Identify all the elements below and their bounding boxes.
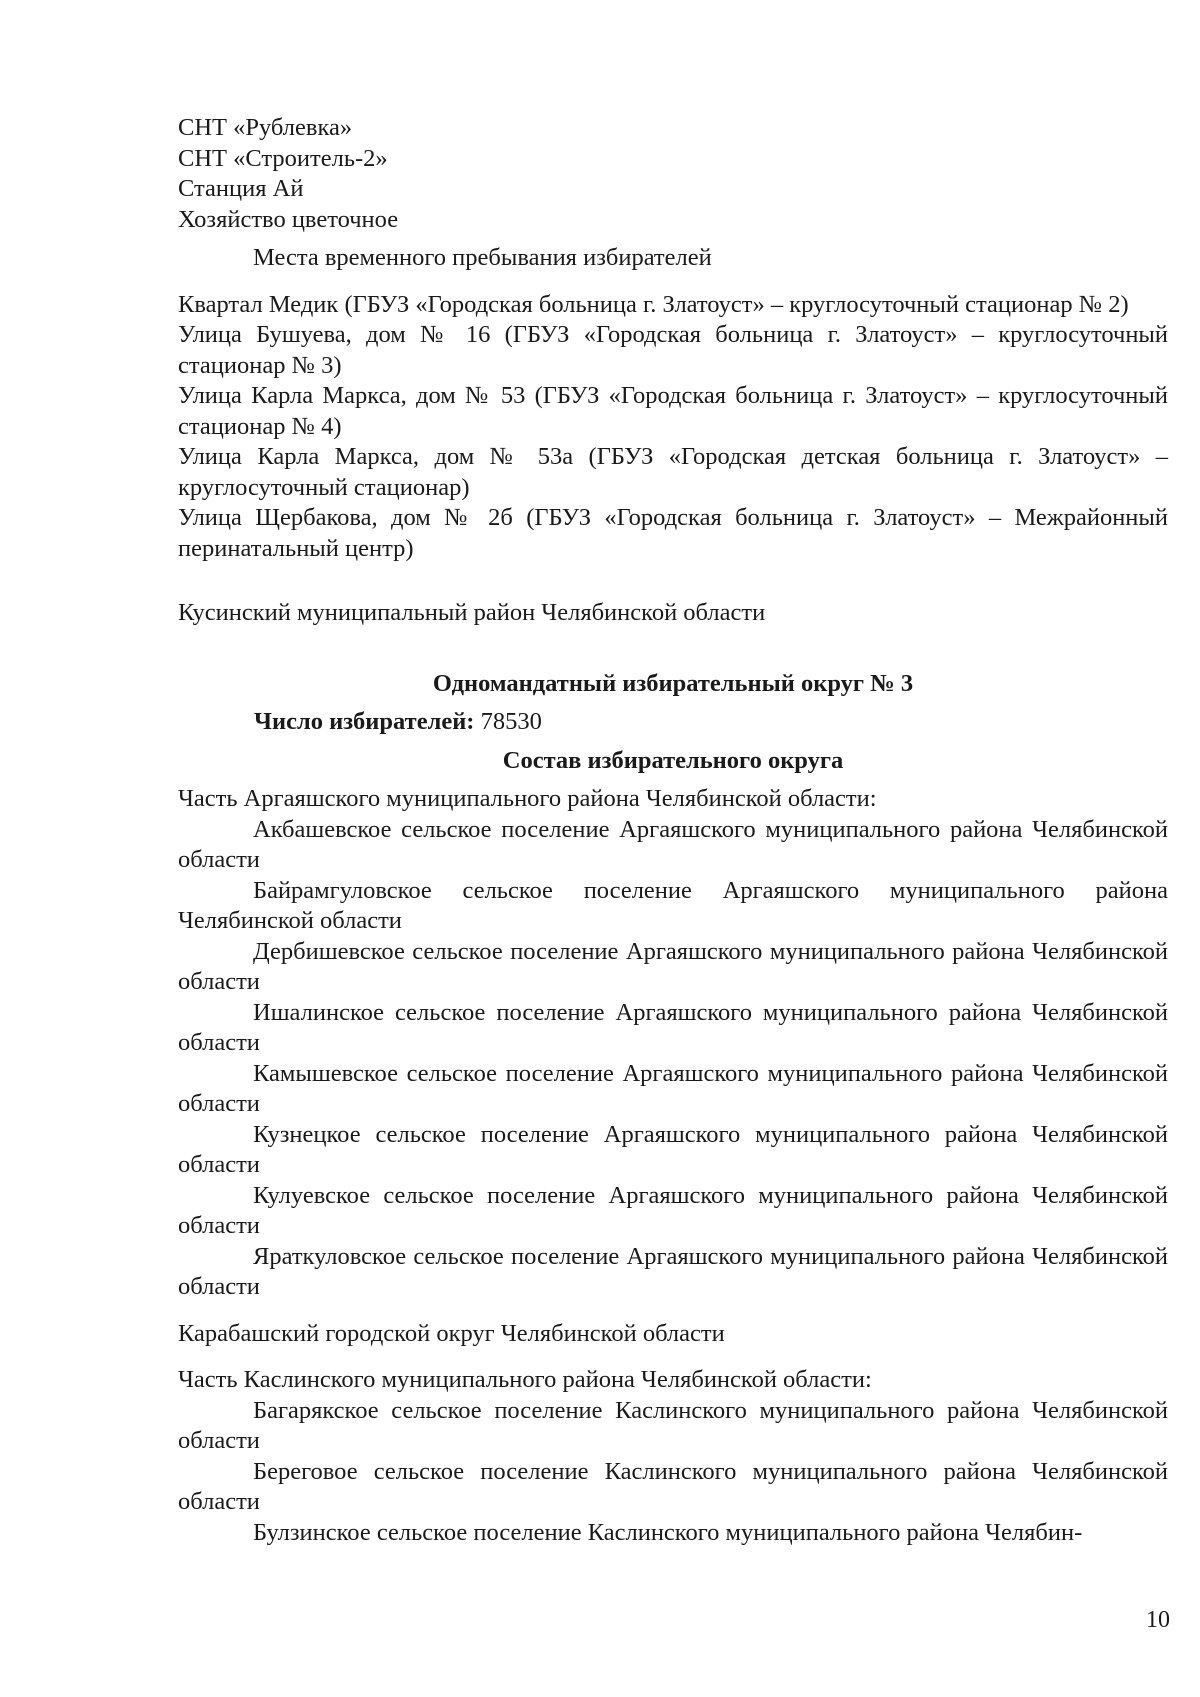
list-item: СНТ «Рублевка» <box>178 114 353 141</box>
list-item: Булзинское сельское поселение Каслинского муниципального района Челябин- <box>253 1518 1083 1546</box>
page-content <box>178 113 1168 1548</box>
list-item: Улица Карла Маркса, дом № 53 (ГБУЗ «Городская больница г. Златоуст» – круглосуточный стационар № 4) <box>178 382 1168 440</box>
voters-label: Число избирателей: <box>254 708 475 735</box>
list-item: Ишалинское сельское поселение Аргаяшского муниципального района Челябинской области <box>178 998 1168 1056</box>
voters-count <box>178 707 1168 738</box>
argayash-header: Часть Аргаяшского муниципального района Челябинской области: <box>178 785 877 812</box>
list-item: Береговое сельское поселение Каслинского муниципального района Челябинской области <box>178 1457 1168 1515</box>
list-item: Дербишевское сельское поселение Аргаяшского муниципального района Челябинской области <box>178 937 1168 995</box>
voters-value: 78530 <box>480 708 542 735</box>
composition-title: Состав избирательного округа <box>502 746 844 774</box>
district-title: Одномандатный избирательный округ № 3 <box>432 669 914 697</box>
temp-places-heading: Места временного пребывания избирателей <box>253 244 712 271</box>
list-item: Улица Бушуева, дом № 16 (ГБУЗ «Городская больница г. Златоуст» – круглосуточный стационар № 3) <box>178 321 1168 379</box>
kusa-district: Кусинский муниципальный район Челябинской области <box>178 599 766 626</box>
list-item: Яраткуловское сельское поселение Аргаяшского муниципального района Челябинской области <box>178 1242 1168 1300</box>
karabash-district: Карабашский городской округ Челябинской области <box>178 1319 725 1347</box>
list-item: Акбашевское сельское поселение Аргаяшского муниципального района Челябинской области <box>178 815 1168 873</box>
list-item: Багарякское сельское поселение Каслинского муниципального района Челябинской области <box>178 1396 1168 1454</box>
kasli-list <box>178 1396 1168 1549</box>
temp-places-list <box>178 290 1168 565</box>
list-item: Улица Щербакова, дом № 2б (ГБУЗ «Городская больница г. Златоуст» – Межрайонный перинатальный центр) <box>178 504 1168 562</box>
list-item: Байрамгуловское сельское поселение Аргаяшского муниципального района Челябинской области <box>178 876 1168 934</box>
kasli-header: Часть Каслинского муниципального района Челябинской области: <box>178 1366 872 1393</box>
snt-list <box>178 113 1168 235</box>
list-item: Квартал Медик (ГБУЗ «Городская больница г. Златоуст» – круглосуточный стационар № 2) <box>178 290 1129 318</box>
list-item: Кузнецкое сельское поселение Аргаяшского муниципального района Челябинской области <box>178 1120 1168 1178</box>
page-number: 10 <box>1146 1607 1170 1633</box>
list-item: Улица Карла Маркса, дом № 53а (ГБУЗ «Городская детская больница г. Златоуст» – круглосуточный стационар) <box>178 443 1168 501</box>
argayash-list <box>178 815 1168 1303</box>
list-item: Камышевское сельское поселение Аргаяшского муниципального района Челябинской области <box>178 1059 1168 1117</box>
list-item: СНТ «Строитель-2» <box>178 144 388 172</box>
list-item: Кулуевское сельское поселение Аргаяшского муниципального района Челябинской области <box>178 1181 1168 1239</box>
list-item: Хозяйство цветочное <box>178 205 399 233</box>
list-item: Станция Ай <box>178 175 304 202</box>
